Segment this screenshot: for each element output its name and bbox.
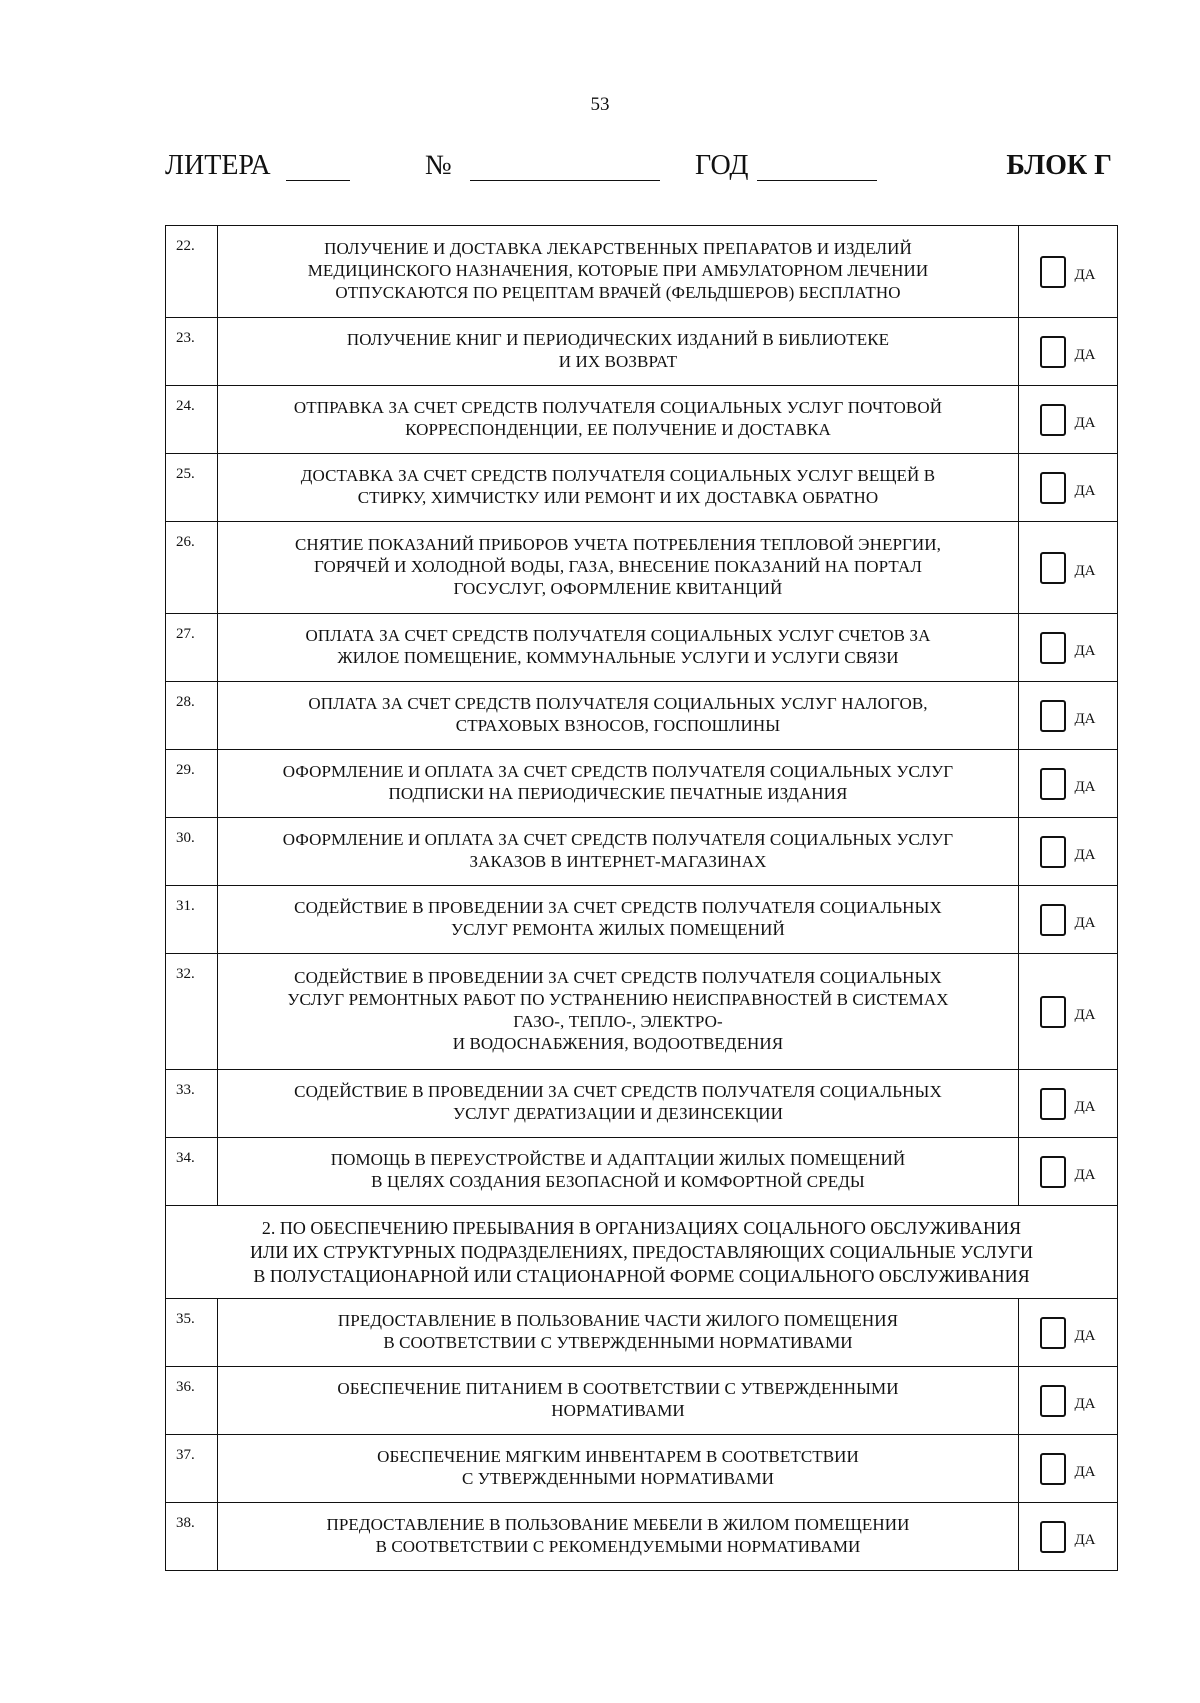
yes-checkbox[interactable] xyxy=(1040,1156,1066,1188)
service-description xyxy=(218,954,1019,1070)
row-number: 29. xyxy=(166,750,218,818)
yes-label: ДА xyxy=(1074,1396,1096,1412)
yes-label: ДА xyxy=(1074,1464,1096,1480)
answer-cell xyxy=(1019,318,1118,386)
service-row xyxy=(166,1503,1118,1571)
number-field[interactable] xyxy=(470,180,660,181)
service-text: ПРЕДОСТАВЛЕНИЕ В ПОЛЬЗОВАНИЕ ЧАСТИ ЖИЛОГО ПОМЕЩЕНИЯ В СООТВЕТСТВИИ С УТВЕРЖДЕННЫМИ НОРМАТИВАМИ xyxy=(337,1310,899,1352)
yes-label: ДА xyxy=(1074,267,1096,283)
answer-cell xyxy=(1019,1299,1118,1367)
answer-option xyxy=(1019,256,1117,288)
service-description xyxy=(218,318,1019,386)
yes-checkbox[interactable] xyxy=(1040,1521,1066,1553)
yes-checkbox[interactable] xyxy=(1040,996,1066,1028)
row-number: 22. xyxy=(166,226,218,318)
yes-label: ДА xyxy=(1074,847,1096,863)
answer-cell xyxy=(1019,454,1118,522)
answer-option xyxy=(1019,836,1117,868)
yes-label: ДА xyxy=(1074,1099,1096,1115)
service-row xyxy=(166,886,1118,954)
page-number: 53 xyxy=(590,94,610,115)
service-text: ОБЕСПЕЧЕНИЕ ПИТАНИЕМ В СООТВЕТСТВИИ С УТВЕРЖДЕННЫМИ НОРМАТИВАМИ xyxy=(337,1378,899,1420)
number-label: № xyxy=(425,150,452,181)
section-row xyxy=(166,1206,1118,1299)
row-number: 23. xyxy=(166,318,218,386)
block-label: БЛОК Г xyxy=(1006,150,1112,181)
yes-checkbox[interactable] xyxy=(1040,552,1066,584)
service-text: СОДЕЙСТВИЕ В ПРОВЕДЕНИИ ЗА СЧЕТ СРЕДСТВ ПОЛУЧАТЕЛЯ СОЦИАЛЬНЫХ УСЛУГ РЕМОНТНЫХ РАБОТ ПО УСТРАНЕНИЮ НЕИСПРАВНОСТЕЙ В СИСТЕМАХ ГАЗО-, ТЕПЛО-, ЭЛЕКТРО- И ВОДОСНАБЖЕНИЯ, ВОДООТВЕДЕНИЯ xyxy=(287,967,949,1053)
yes-checkbox[interactable] xyxy=(1040,904,1066,936)
service-description xyxy=(218,886,1019,954)
service-text: ОБЕСПЕЧЕНИЕ МЯГКИМ ИНВЕНТАРЕМ В СООТВЕТСТВИИ С УТВЕРЖДЕННЫМИ НОРМАТИВАМИ xyxy=(377,1446,859,1488)
service-text: ОФОРМЛЕНИЕ И ОПЛАТА ЗА СЧЕТ СРЕДСТВ ПОЛУЧАТЕЛЯ СОЦИАЛЬНЫХ УСЛУГ ЗАКАЗОВ В ИНТЕРНЕТ-МАГАЗИНАХ xyxy=(282,829,954,871)
service-row xyxy=(166,750,1118,818)
row-number: 26. xyxy=(166,522,218,614)
litera-label: ЛИТЕРА xyxy=(165,150,271,181)
yes-label: ДА xyxy=(1074,1007,1096,1023)
yes-checkbox[interactable] xyxy=(1040,404,1066,436)
service-description xyxy=(218,522,1019,614)
row-number: 24. xyxy=(166,386,218,454)
service-text: ОФОРМЛЕНИЕ И ОПЛАТА ЗА СЧЕТ СРЕДСТВ ПОЛУЧАТЕЛЯ СОЦИАЛЬНЫХ УСЛУГ ПОДПИСКИ НА ПЕРИОДИЧЕСКИЕ ПЕЧАТНЫЕ ИЗДАНИЯ xyxy=(282,761,954,803)
service-description xyxy=(218,682,1019,750)
yes-checkbox[interactable] xyxy=(1040,768,1066,800)
answer-option xyxy=(1019,1521,1117,1553)
service-row xyxy=(166,1138,1118,1206)
row-number: 32. xyxy=(166,954,218,1070)
answer-option xyxy=(1019,552,1117,584)
answer-option xyxy=(1019,996,1117,1028)
service-description xyxy=(218,1070,1019,1138)
service-row xyxy=(166,1367,1118,1435)
service-text: ПОЛУЧЕНИЕ И ДОСТАВКА ЛЕКАРСТВЕННЫХ ПРЕПАРАТОВ И ИЗДЕЛИЙ МЕДИЦИНСКОГО НАЗНАЧЕНИЯ, КОТОРЫЕ ПРИ АМБУЛАТОРНОМ ЛЕЧЕНИИ ОТПУСКАЮТСЯ ПО РЕЦЕПТАМ ВРАЧЕЙ (ФЕЛЬДШЕРОВ) БЕСПЛАТНО xyxy=(307,238,929,302)
service-row xyxy=(166,1299,1118,1367)
row-number: 35. xyxy=(166,1299,218,1367)
row-number: 27. xyxy=(166,614,218,682)
answer-option xyxy=(1019,1088,1117,1120)
row-number: 38. xyxy=(166,1503,218,1571)
answer-option xyxy=(1019,1385,1117,1417)
yes-label: ДА xyxy=(1074,1167,1096,1183)
service-text: ПРЕДОСТАВЛЕНИЕ В ПОЛЬЗОВАНИЕ МЕБЕЛИ В ЖИЛОМ ПОМЕЩЕНИИ В СООТВЕТСТВИИ С РЕКОМЕНДУЕМЫМИ НОРМАТИВАМИ xyxy=(326,1514,910,1556)
answer-cell xyxy=(1019,1435,1118,1503)
answer-cell xyxy=(1019,386,1118,454)
yes-checkbox[interactable] xyxy=(1040,256,1066,288)
service-description xyxy=(218,1367,1019,1435)
answer-cell xyxy=(1019,522,1118,614)
row-number: 25. xyxy=(166,454,218,522)
yes-label: ДА xyxy=(1074,483,1096,499)
service-description xyxy=(218,386,1019,454)
yes-checkbox[interactable] xyxy=(1040,1385,1066,1417)
service-description xyxy=(218,1299,1019,1367)
row-number: 30. xyxy=(166,818,218,886)
answer-cell xyxy=(1019,818,1118,886)
yes-label: ДА xyxy=(1074,1328,1096,1344)
answer-cell xyxy=(1019,1070,1118,1138)
answer-option xyxy=(1019,632,1117,664)
services-table xyxy=(165,225,1118,1571)
service-row xyxy=(166,386,1118,454)
service-description xyxy=(218,614,1019,682)
answer-cell xyxy=(1019,750,1118,818)
answer-cell xyxy=(1019,1138,1118,1206)
service-text: СНЯТИЕ ПОКАЗАНИЙ ПРИБОРОВ УЧЕТА ПОТРЕБЛЕНИЯ ТЕПЛОВОЙ ЭНЕРГИИ, ГОРЯЧЕЙ И ХОЛОДНОЙ ВОДЫ, ГАЗА, ВНЕСЕНИЕ ПОКАЗАНИЙ НА ПОРТАЛ ГОСУСЛУГ, ОФОРМЛЕНИЕ КВИТАНЦИЙ xyxy=(294,534,942,598)
year-label: ГОД xyxy=(695,150,749,181)
answer-option xyxy=(1019,768,1117,800)
answer-cell xyxy=(1019,614,1118,682)
yes-checkbox[interactable] xyxy=(1040,336,1066,368)
service-row xyxy=(166,954,1118,1070)
row-number: 31. xyxy=(166,886,218,954)
service-row xyxy=(166,614,1118,682)
yes-checkbox[interactable] xyxy=(1040,1453,1066,1485)
service-description xyxy=(218,1503,1019,1571)
service-description xyxy=(218,1138,1019,1206)
yes-checkbox[interactable] xyxy=(1040,472,1066,504)
answer-option xyxy=(1019,700,1117,732)
service-text: ПОМОЩЬ В ПЕРЕУСТРОЙСТВЕ И АДАПТАЦИИ ЖИЛЫХ ПОМЕЩЕНИЙ В ЦЕЛЯХ СОЗДАНИЯ БЕЗОПАСНОЙ И КОМФОРТНОЙ СРЕДЫ xyxy=(330,1149,906,1191)
yes-checkbox[interactable] xyxy=(1040,1088,1066,1120)
section-title: 2. ПО ОБЕСПЕЧЕНИЮ ПРЕБЫВАНИЯ В ОРГАНИЗАЦИЯХ СОЦАЛЬНОГО ОБСЛУЖИВАНИЯ ИЛИ ИХ СТРУКТУРНЫХ ПОДРАЗДЕЛЕНИЯХ, ПРЕДОСТАВЛЯЮЩИХ СОЦИАЛЬНЫЕ УСЛУГИ В ПОЛУСТАЦИОНАРНОЙ ИЛИ СТАЦИОНАРНОЙ ФОРМЕ СОЦИАЛЬНОГО ОБСЛУЖИВАНИЯ xyxy=(166,1206,1118,1299)
row-number: 33. xyxy=(166,1070,218,1138)
service-row xyxy=(166,226,1118,318)
yes-checkbox[interactable] xyxy=(1040,632,1066,664)
yes-label: ДА xyxy=(1074,711,1096,727)
answer-cell xyxy=(1019,886,1118,954)
service-text: СОДЕЙСТВИЕ В ПРОВЕДЕНИИ ЗА СЧЕТ СРЕДСТВ ПОЛУЧАТЕЛЯ СОЦИАЛЬНЫХ УСЛУГ ДЕРАТИЗАЦИИ И ДЕЗИНСЕКЦИИ xyxy=(294,1081,942,1123)
service-row xyxy=(166,682,1118,750)
answer-option xyxy=(1019,336,1117,368)
answer-cell xyxy=(1019,1503,1118,1571)
answer-option xyxy=(1019,404,1117,436)
service-row xyxy=(166,1070,1118,1138)
yes-label: ДА xyxy=(1074,563,1096,579)
service-row xyxy=(166,522,1118,614)
answer-option xyxy=(1019,1317,1117,1349)
service-text: ОПЛАТА ЗА СЧЕТ СРЕДСТВ ПОЛУЧАТЕЛЯ СОЦИАЛЬНЫХ УСЛУГ СЧЕТОВ ЗА ЖИЛОЕ ПОМЕЩЕНИЕ, КОММУНАЛЬНЫЕ УСЛУГИ И УСЛУГИ СВЯЗИ xyxy=(305,625,931,667)
answer-cell xyxy=(1019,226,1118,318)
service-description xyxy=(218,226,1019,318)
litera-field[interactable] xyxy=(286,180,350,181)
answer-cell xyxy=(1019,1367,1118,1435)
service-row xyxy=(166,1435,1118,1503)
row-number: 37. xyxy=(166,1435,218,1503)
yes-label: ДА xyxy=(1074,347,1096,363)
yes-label: ДА xyxy=(1074,915,1096,931)
answer-cell xyxy=(1019,954,1118,1070)
yes-checkbox[interactable] xyxy=(1040,836,1066,868)
service-text: ПОЛУЧЕНИЕ КНИГ И ПЕРИОДИЧЕСКИХ ИЗДАНИЙ В БИБЛИОТЕКЕ И ИХ ВОЗВРАТ xyxy=(346,329,890,371)
service-row xyxy=(166,818,1118,886)
yes-label: ДА xyxy=(1074,1532,1096,1548)
row-number: 36. xyxy=(166,1367,218,1435)
service-text: ОТПРАВКА ЗА СЧЕТ СРЕДСТВ ПОЛУЧАТЕЛЯ СОЦИАЛЬНЫХ УСЛУГ ПОЧТОВОЙ КОРРЕСПОНДЕНЦИИ, ЕЕ ПОЛУЧЕНИЕ И ДОСТАВКА xyxy=(293,397,943,439)
yes-label: ДА xyxy=(1074,415,1096,431)
year-field[interactable] xyxy=(757,180,877,181)
answer-option xyxy=(1019,904,1117,936)
yes-checkbox[interactable] xyxy=(1040,1317,1066,1349)
answer-option xyxy=(1019,1156,1117,1188)
yes-checkbox[interactable] xyxy=(1040,700,1066,732)
yes-label: ДА xyxy=(1074,643,1096,659)
answer-cell xyxy=(1019,682,1118,750)
yes-label: ДА xyxy=(1074,779,1096,795)
service-description xyxy=(218,750,1019,818)
service-text: СОДЕЙСТВИЕ В ПРОВЕДЕНИИ ЗА СЧЕТ СРЕДСТВ ПОЛУЧАТЕЛЯ СОЦИАЛЬНЫХ УСЛУГ РЕМОНТА ЖИЛЫХ ПОМЕЩЕНИЙ xyxy=(294,897,942,939)
answer-option xyxy=(1019,1453,1117,1485)
service-text: ОПЛАТА ЗА СЧЕТ СРЕДСТВ ПОЛУЧАТЕЛЯ СОЦИАЛЬНЫХ УСЛУГ НАЛОГОВ, СТРАХОВЫХ ВЗНОСОВ, ГОСПОШЛИНЫ xyxy=(308,693,928,735)
service-description xyxy=(218,818,1019,886)
row-number: 34. xyxy=(166,1138,218,1206)
service-description xyxy=(218,454,1019,522)
row-number: 28. xyxy=(166,682,218,750)
service-row xyxy=(166,454,1118,522)
form-header xyxy=(165,150,1112,190)
service-row xyxy=(166,318,1118,386)
answer-option xyxy=(1019,472,1117,504)
service-description xyxy=(218,1435,1019,1503)
service-text: ДОСТАВКА ЗА СЧЕТ СРЕДСТВ ПОЛУЧАТЕЛЯ СОЦИАЛЬНЫХ УСЛУГ ВЕЩЕЙ В СТИРКУ, ХИМЧИСТКУ ИЛИ РЕМОНТ И ИХ ДОСТАВКА ОБРАТНО xyxy=(300,465,936,507)
